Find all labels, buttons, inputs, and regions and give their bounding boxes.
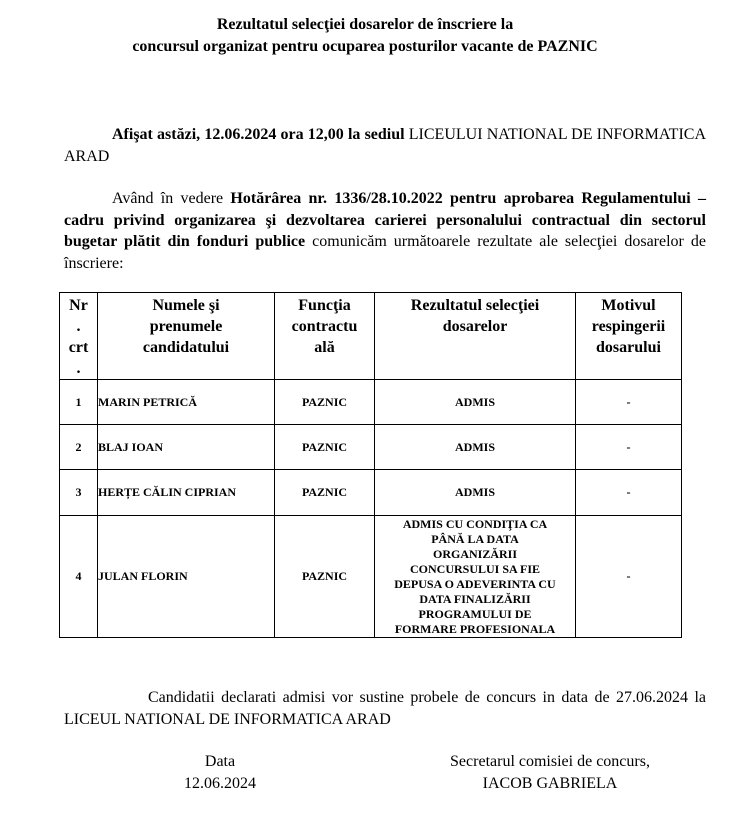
header-reason: Motivul respingerii dosarului <box>576 293 682 380</box>
cell-name: BLAJ IOAN <box>98 425 275 470</box>
header-result: Rezultatul selecţiei dosarelor <box>375 293 576 380</box>
cell-reason: - <box>576 516 682 638</box>
closing-line-1: Candidatii declarati admisi vor sustine probele de concurs in data de <box>148 689 610 706</box>
header-name: Numele şi prenumele candidatului <box>98 293 275 380</box>
document-title-line-1: Rezultatul selecţiei dosarelor de înscriere la <box>216 16 514 33</box>
secretary-name: IACOB GABRIELA <box>482 775 618 792</box>
header-function: Funcţia contractu ală <box>275 293 375 380</box>
posting-paragraph <box>64 124 706 167</box>
table-row <box>60 380 682 425</box>
cell-reason: - <box>576 470 682 516</box>
posting-location-text: LICEULUI NATIONAL DE INFORMATICA ARAD <box>64 126 707 165</box>
cell-result-conditional: ADMIS CU CONDIŢIA CA PÂNĂ LA DATA ORGANIZĂRII CONCURSULUI SA FIE DEPUSA O ADEVERINTA CU DATA FINALIZĂRII PROGRAMULUI DE FORMARE PROFESIONALA <box>375 516 576 638</box>
cell-function: PAZNIC <box>275 516 375 638</box>
document-title-line-2: concursul organizat pentru ocuparea posturilor vacante de PAZNIC <box>132 38 598 55</box>
cell-reason: - <box>576 380 682 425</box>
cell-nr: 3 <box>60 470 98 516</box>
table-row <box>60 425 682 470</box>
intro-legal-reference: Hotărârea nr. 1336/28.10.2022 pentru aprobarea Regulamentului – cadru privind organizarea şi dezvoltarea carierei personalului contractual din sectorul bugetar plătit din fonduri publice <box>64 190 707 250</box>
results-table <box>59 292 682 638</box>
intro-paragraph <box>64 188 706 274</box>
header-nr: Nr . crt . <box>60 293 98 380</box>
closing-line-2: 27.06.2024 la LICEUL NATIONAL DE INFORMATICA ARAD <box>64 689 706 728</box>
secretary-title: Secretarul comisiei de concurs, <box>450 753 650 770</box>
cell-result: ADMIS <box>375 470 576 516</box>
intro-suffix: comunicăm următoarele rezultate ale selecţiei dosarelor de înscriere: <box>64 233 706 272</box>
date-value: 12.06.2024 <box>184 775 256 792</box>
cell-name: HERȚE CĂLIN CIPRIAN <box>98 470 275 516</box>
cell-name: JULAN FLORIN <box>98 516 275 638</box>
cell-nr: 4 <box>60 516 98 638</box>
intro-prefix: Având în vedere <box>112 190 224 207</box>
cell-nr: 1 <box>60 380 98 425</box>
table-header-row <box>60 293 682 380</box>
closing-paragraph <box>64 687 706 730</box>
cell-nr: 2 <box>60 425 98 470</box>
cell-reason: - <box>576 425 682 470</box>
date-label: Data <box>204 753 236 770</box>
table-row <box>60 470 682 516</box>
cell-name: MARIN PETRICĂ <box>98 380 275 425</box>
cell-function: PAZNIC <box>275 425 375 470</box>
cell-result: ADMIS <box>375 425 576 470</box>
table-row <box>60 516 682 638</box>
cell-function: PAZNIC <box>275 380 375 425</box>
cell-result: ADMIS <box>375 380 576 425</box>
cell-function: PAZNIC <box>275 470 375 516</box>
posting-date-text: Afişat astăzi, 12.06.2024 ora 12,00 la sediul <box>112 126 405 143</box>
